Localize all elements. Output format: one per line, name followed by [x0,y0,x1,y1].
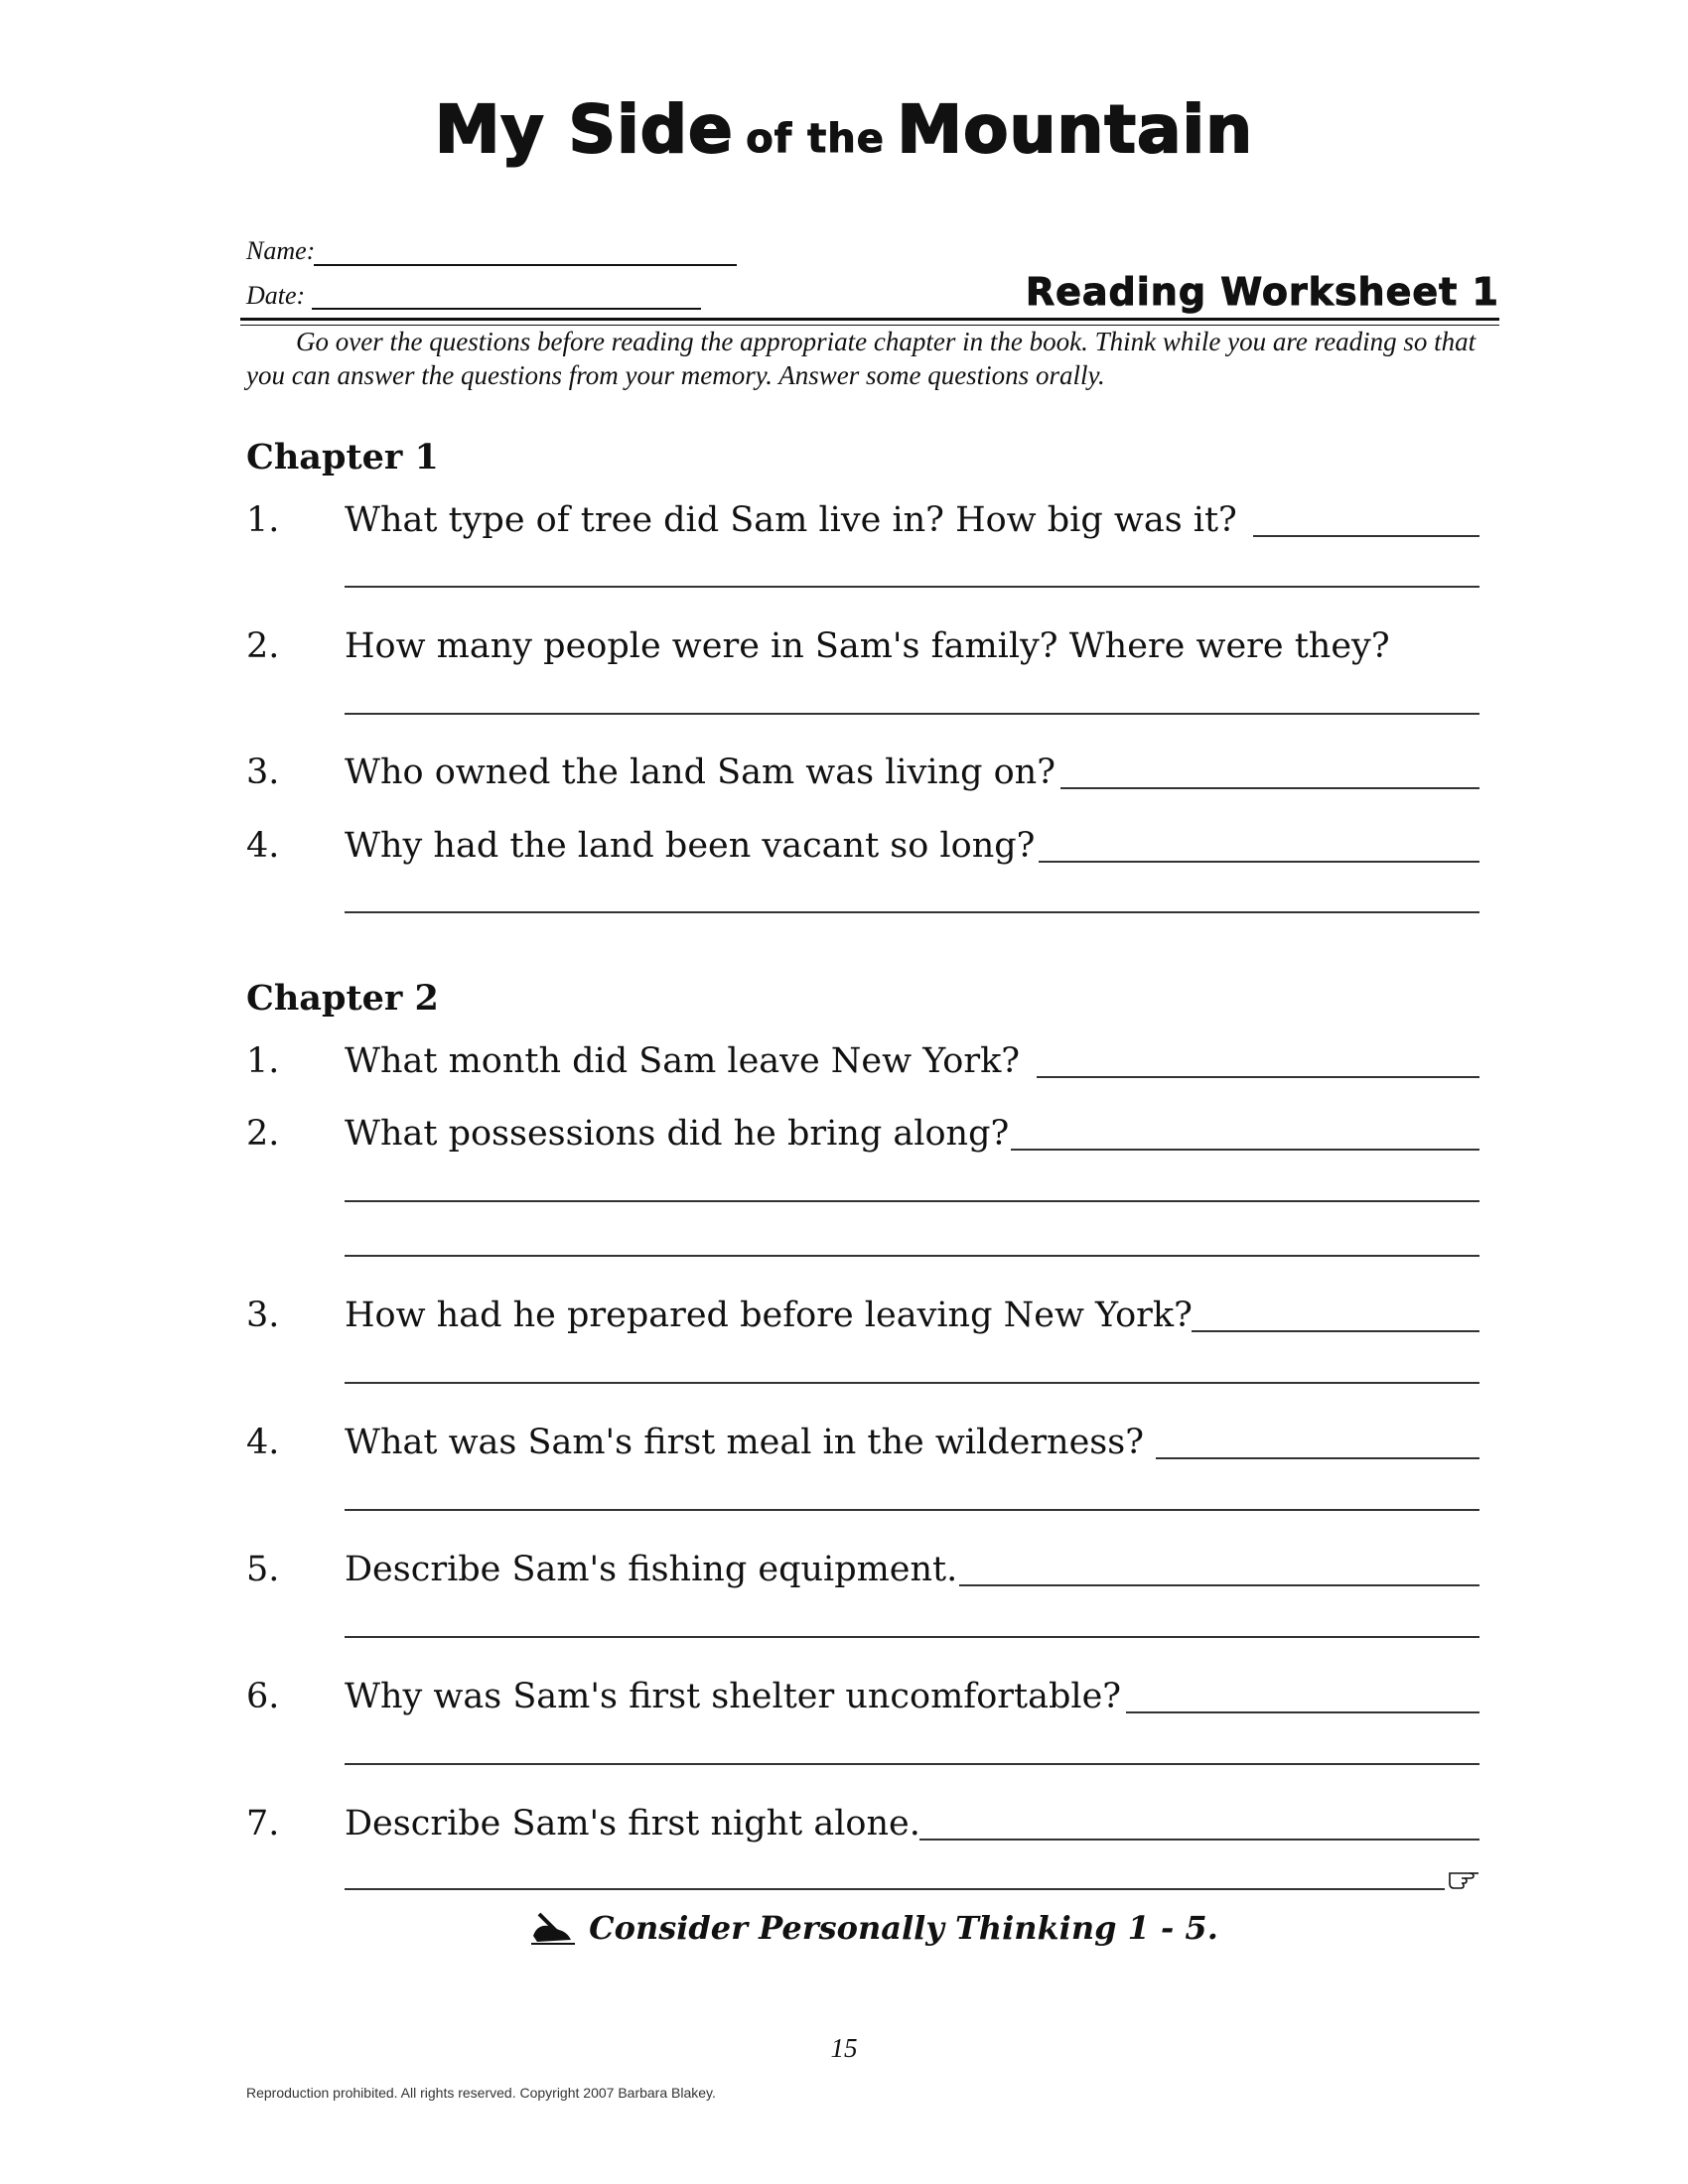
consider-note [0,1909,1688,1947]
ch1-q3-text: Who owned the land Sam was living on? [345,752,1055,792]
ch2-q7-answer-line[interactable] [919,1839,1479,1841]
consider-text: Consider Personally Thinking 1 - 5. [589,1909,1218,1947]
ch2-q2-answer-line-2[interactable] [345,1200,1479,1202]
ch2-q7-answer-line-2[interactable] [345,1888,1445,1890]
ch1-q4-answer-line[interactable] [1039,861,1479,863]
ch1-q4-text: Why had the land been vacant so long? [345,826,1036,866]
chapter-1-heading: Chapter 1 [246,437,439,478]
ch2-q3-text: How had he prepared before leaving New York? [345,1296,1193,1335]
ch1-q1-answer-line-2[interactable] [345,586,1479,588]
ch2-q4-answer-line-2[interactable] [345,1509,1479,1511]
ch2-q3-answer-line-2[interactable] [345,1382,1479,1384]
ch1-q1-number: 1. [246,500,280,540]
ch2-q3-number: 3. [246,1296,280,1335]
ch2-q1-answer-line[interactable] [1037,1076,1479,1078]
title-part-3: Mountain [897,91,1254,168]
ch1-q3-number: 3. [246,752,280,792]
ch2-q5-number: 5. [246,1550,280,1589]
name-field[interactable] [314,264,737,266]
name-label: Name: [246,236,316,265]
ch1-q2-answer-line[interactable] [345,713,1479,715]
page-title [0,91,1688,168]
ch1-q2-number: 2. [246,626,280,666]
ch2-q6-text: Why was Sam's first shelter uncomfortable? [345,1677,1122,1716]
ch2-q2-text: What possessions did he bring along? [345,1114,1010,1154]
ch2-q5-answer-line[interactable] [959,1584,1479,1586]
ch2-q2-number: 2. [246,1114,280,1154]
ch2-q4-answer-line[interactable] [1156,1457,1479,1459]
pointing-hand-icon [1448,1864,1481,1899]
ch2-q5-answer-line-2[interactable] [345,1636,1479,1638]
date-field[interactable] [312,308,701,310]
ch2-q7-text: Describe Sam's first night alone. [345,1804,920,1843]
ch2-q5-text: Describe Sam's fishing equipment. [345,1550,958,1589]
ch2-q4-number: 4. [246,1423,280,1462]
ch2-q3-answer-line[interactable] [1192,1330,1479,1332]
ch1-q1-text: What type of tree did Sam live in? How big was it? [345,500,1237,540]
worksheet-title: Reading Worksheet 1 [1025,270,1499,314]
instructions: Go over the questions before reading the appropriate chapter in the book. Think while you are reading so that you can answer the questions from your memory. Answer some questions orally. [246,327,1477,390]
date-label: Date: [246,281,306,310]
ch2-q4-text: What was Sam's first meal in the wilderness? [345,1423,1144,1462]
ch1-q4-number: 4. [246,826,280,866]
ch2-q2-answer-line-3[interactable] [345,1255,1479,1257]
ch2-q7-number: 7. [246,1804,280,1843]
page-number: 15 [830,2033,858,2063]
ch1-q3-answer-line[interactable] [1060,787,1479,789]
ch2-q2-answer-line[interactable] [1011,1149,1479,1151]
ch1-q1-answer-line[interactable] [1253,535,1479,537]
copyright-footer: Reproduction prohibited. All rights reserved. Copyright 2007 Barbara Blakey. [246,2085,716,2101]
chapter-2-heading: Chapter 2 [246,978,439,1019]
ch2-q6-answer-line[interactable] [1126,1711,1479,1713]
ch2-q1-text: What month did Sam leave New York? [345,1041,1021,1081]
ch1-q2-text: How many people were in Sam's family? Where were they? [345,626,1390,666]
ch1-q4-answer-line-2[interactable] [345,911,1479,913]
ch2-q1-number: 1. [246,1041,280,1081]
ch2-q6-answer-line-2[interactable] [345,1763,1479,1765]
title-part-1: My Side [434,91,734,168]
ch2-q6-number: 6. [246,1677,280,1716]
title-part-2: of the [746,116,885,162]
header-rule [240,318,1499,321]
